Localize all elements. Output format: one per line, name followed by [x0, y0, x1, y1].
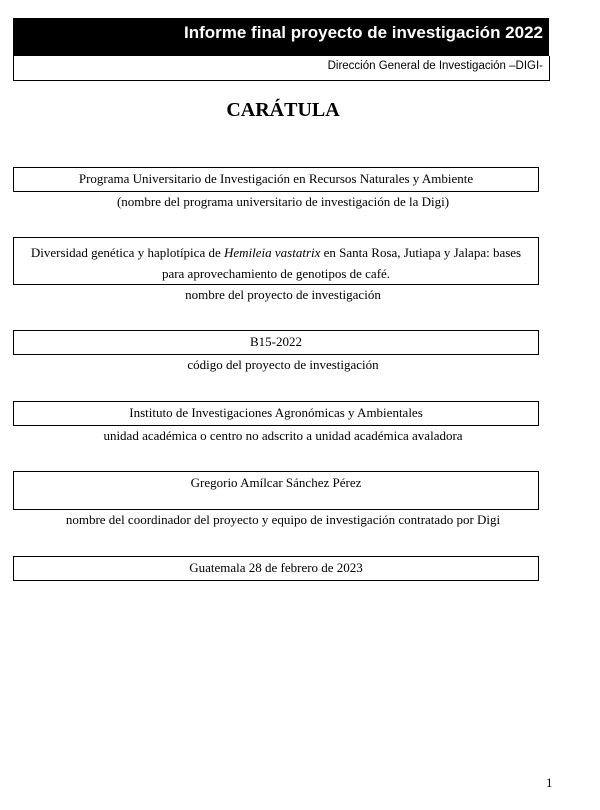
- unit-value: Instituto de Investigaciones Agronómicas y Ambientales: [129, 405, 423, 420]
- project-value-line1: [14, 242, 538, 263]
- program-value: Programa Universitario de Investigación en Recursos Naturales y Ambiente: [78, 171, 474, 186]
- project-caption: nombre del proyecto de investigación: [185, 287, 381, 302]
- unit-caption: unidad académica o centro no adscrito a unidad académica avaladora: [103, 428, 463, 443]
- unit-field: [13, 401, 539, 426]
- cover-title: CARÁTULA: [226, 99, 340, 121]
- code-field: [13, 330, 539, 355]
- coordinator-field: [13, 471, 539, 510]
- date-field: [13, 556, 539, 581]
- coordinator-value: Gregorio Amílcar Sánchez Pérez: [190, 475, 362, 490]
- project-value-part1: Diversidad genética y haplotípica de: [30, 245, 224, 260]
- report-subtitle: Dirección General de Investigación –DIGI-: [327, 60, 543, 72]
- date-value: Guatemala 28 de febrero de 2023: [189, 560, 363, 575]
- code-value: B15-2022: [250, 334, 302, 349]
- program-caption: (nombre del programa universitario de investigación de la Digi): [116, 194, 450, 209]
- page-number: 1: [546, 775, 553, 790]
- project-value-line2: para aprovechamiento de genotipos de café.: [161, 266, 391, 281]
- project-species-name: Hemileia vastatrix: [223, 245, 321, 260]
- code-caption: código del proyecto de investigación: [187, 357, 379, 372]
- project-value-part2: en Santa Rosa, Jutiapa y Jalapa: bases: [320, 245, 522, 260]
- program-field: [13, 167, 539, 192]
- report-subheader: [13, 56, 550, 81]
- coordinator-caption: nombre del coordinador del proyecto y equipo de investigación contratado por Digi: [65, 512, 501, 527]
- report-header-bar: [13, 18, 549, 56]
- project-field: [13, 237, 539, 285]
- report-title: Informe final proyecto de investigación 2022: [184, 23, 543, 42]
